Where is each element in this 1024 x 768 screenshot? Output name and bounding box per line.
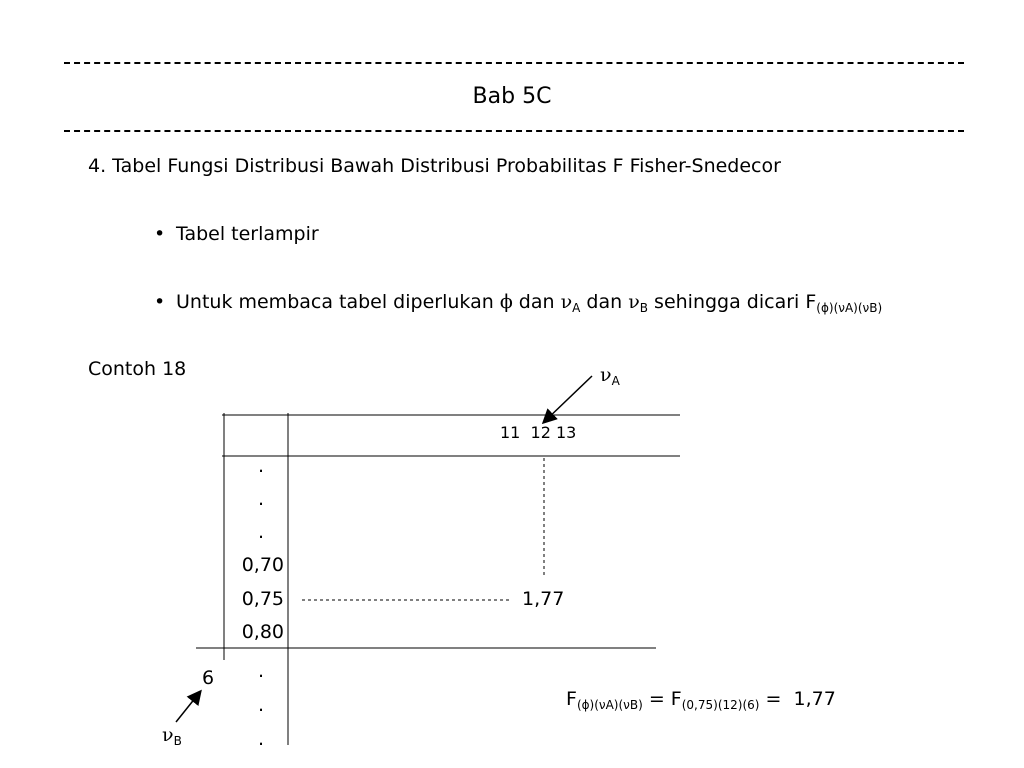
nu-symbol: ν (560, 291, 573, 313)
nu-b-value: 6 (202, 667, 215, 689)
bullet-dot: • (154, 223, 166, 245)
page-title: Bab 5C (472, 84, 552, 109)
bullet-text-part: dan (580, 291, 629, 313)
column-headers: 11 12 13 (500, 423, 577, 442)
row-dot: . (258, 694, 265, 716)
subscript-a: A (572, 301, 581, 315)
subscript-b: B (639, 301, 648, 315)
row-dot: . (258, 455, 265, 477)
nu-a-label: $\nu_A$ (600, 364, 620, 388)
nu-b-arrow (176, 692, 200, 722)
row-dot: . (258, 488, 265, 510)
row-value-070: 0,70 (241, 554, 284, 576)
section-heading: 4. Tabel Fungsi Distribusi Bawah Distribusi Probabilitas F Fisher-Snedecor (88, 155, 781, 177)
result-formula: $F_{(\phi)(\nu A)(\nu B)} = F_{(0,75)(12)(6)} = 1,77$ (566, 688, 836, 712)
row-dot: . (258, 521, 265, 543)
f-subscript: (ϕ)(νA)(νB) (816, 301, 883, 315)
bullet-text-part: sehingga dicari F (648, 291, 817, 313)
row-dot: . (258, 728, 265, 750)
row-value-080: 0,80 (241, 621, 284, 643)
bullet-dot: • (154, 291, 166, 313)
bullet-text-part: Untuk membaca tabel diperlukan (176, 291, 500, 313)
nu-b-label: $\nu_B$ (162, 724, 182, 748)
phi-symbol: ϕ (499, 291, 513, 313)
bullet-text-part: dan (512, 291, 561, 313)
bullet-text: Tabel terlampir (176, 223, 319, 245)
row-value-075: 0,75 (241, 588, 284, 610)
example-label: Contoh 18 (88, 358, 187, 380)
cell-value: 1,77 (522, 588, 565, 610)
row-dot: . (258, 660, 265, 682)
nu-symbol: ν (628, 291, 640, 313)
